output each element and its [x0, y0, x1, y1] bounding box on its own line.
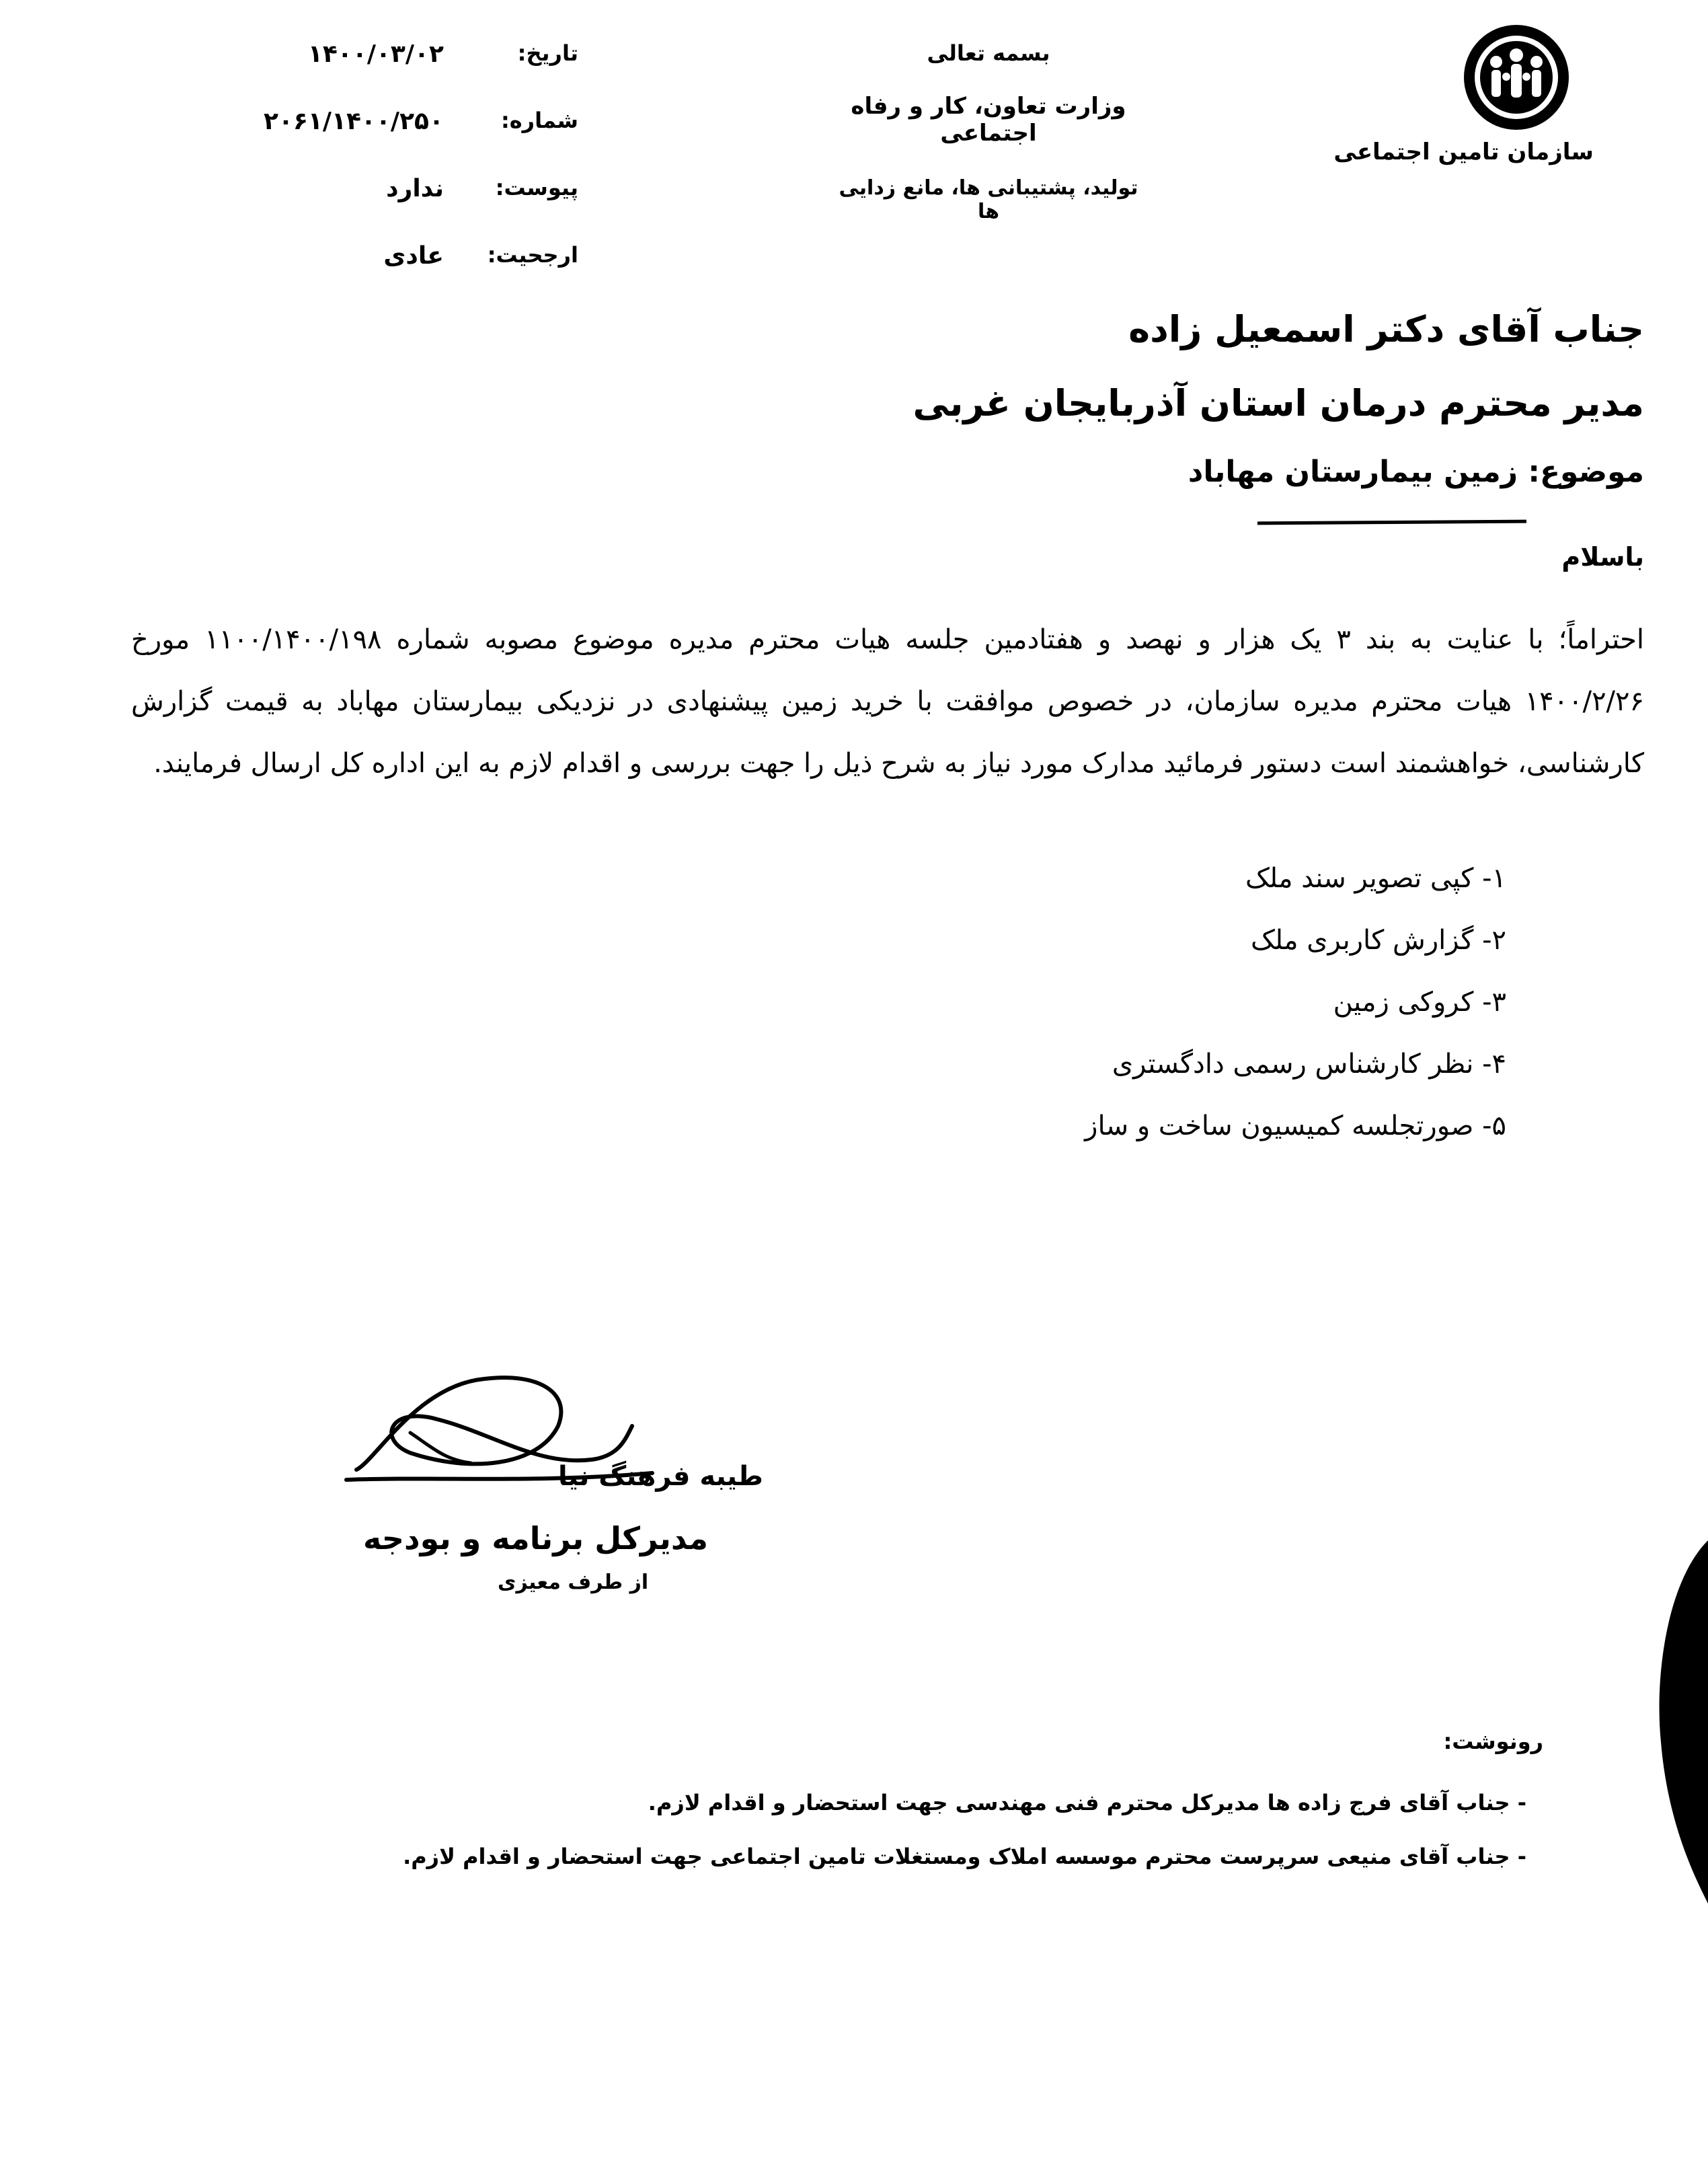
- list-item: ۳- کروکی زمین: [1333, 987, 1506, 1018]
- list-item: - جناب آقای فرج زاده ها مدیرکل محترم فنی مهندسی جهت استحضار و اقدام لازم.: [648, 1790, 1526, 1815]
- meta-priority: [202, 242, 578, 309]
- signed-on-behalf: از طرف معیزی: [498, 1571, 649, 1594]
- copies-heading: رونوشت:: [1443, 1729, 1543, 1754]
- ministry-name: وزارت تعاون، کار و رفاه اجتماعی: [851, 93, 1126, 147]
- greeting: باسلام: [1561, 542, 1644, 572]
- list-item: - جناب آقای منیعی سرپرست محترم موسسه املاک ومستغلات تامین اجتماعی جهت استحضار و اقدام لازم.: [403, 1844, 1526, 1869]
- meta-date: [202, 40, 578, 108]
- addressee-title: مدیر محترم درمان استان آذربایجان غربی: [913, 382, 1644, 424]
- meta-attachment: [202, 175, 578, 242]
- letter-meta: [202, 40, 578, 309]
- list-item: ۴- نظر کارشناس رسمی دادگستری: [1112, 1049, 1506, 1080]
- social-security-logo-icon: [1459, 20, 1574, 135]
- required-documents-list: [901, 848, 1506, 1157]
- org-name: سازمان تامین اجتماعی: [1333, 139, 1594, 165]
- subject-underline: [1257, 520, 1526, 525]
- copies-list: [316, 1776, 1526, 1883]
- meta-label: ارجحیت:: [487, 242, 578, 268]
- subject-line: موضوع: زمین بیمارستان مهاباد: [1188, 455, 1644, 489]
- year-slogan: تولید، پشتیبانی ها، مانع زدایی ها: [839, 176, 1138, 223]
- list-item: ۲- گزارش کاربری ملک: [1251, 925, 1506, 956]
- meta-label: پیوست:: [495, 175, 578, 200]
- scan-shadow: [1641, 1540, 1708, 1904]
- meta-value: ندارد: [386, 175, 444, 202]
- meta-label: شماره:: [500, 108, 578, 133]
- meta-value: ۲۰۶۱/۱۴۰۰/۲۵۰: [264, 108, 444, 135]
- list-item: ۱- کپی تصویر سند ملک: [1245, 863, 1506, 894]
- signatory-name: طیبه فرهنگ نیا: [558, 1461, 763, 1492]
- header-center: [834, 40, 1143, 223]
- invocation: بسمه تعالی: [927, 40, 1050, 66]
- meta-label: تاریخ:: [517, 40, 578, 66]
- list-item: ۵- صورتجلسه کمیسیون ساخت و ساز: [1085, 1111, 1506, 1141]
- signatory-title: مدیرکل برنامه و بودجه: [363, 1520, 708, 1556]
- addressee-name: جناب آقای دکتر اسمعیل زاده: [1128, 308, 1644, 350]
- meta-number: [202, 108, 578, 175]
- org-logo: [1333, 20, 1594, 165]
- meta-value: ۱۴۰۰/۰۳/۰۲: [307, 40, 444, 68]
- letter-body: احتراماً؛ با عنایت به بند ۳ یک هزار و نهصد و هفتادمین جلسه هیات محترم مدیره موضوع مصوبه شماره ۱۱۰۰/۱۴۰۰/۱۹۸ مورخ ۱۴۰۰/۲/۲۶ هیات محترم مدیره سازمان، در خصوص موافقت با خرید زمین پیشنهادی در نزدیکی بیمارستان مهاباد به قیمت گزارش کارشناسی، خواهشمند است دستور فرمائید مدارک مورد نیاز به شرح ذیل را جهت بررسی و اقدام لازم به این اداره کل ارسال فرمایند.: [131, 624, 1644, 779]
- meta-value: عادی: [383, 242, 444, 270]
